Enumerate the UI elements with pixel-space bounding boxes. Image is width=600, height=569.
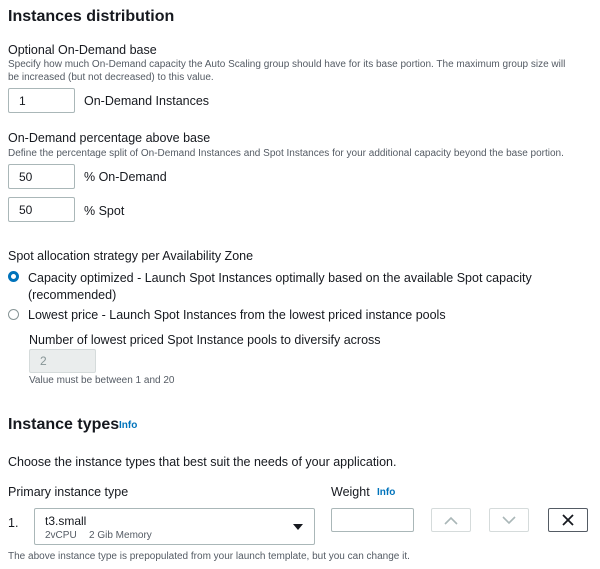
on-demand-base-description-line2: be increased (but not decreased) to this value. [8,72,214,83]
capacity-optimized-radio[interactable] [8,271,19,282]
section-title-instance-types: Instance types [8,416,120,433]
lowest-price-option-label[interactable]: Lowest price - Launch Spot Instances from the lowest priced instance pools [28,308,446,322]
instance-types-info-link[interactable]: Info [119,420,138,431]
spot-percentage-input[interactable]: 50 [8,197,75,222]
on-demand-base-label: Optional On-Demand base [8,43,157,57]
weight-info-link[interactable]: Info [377,487,396,498]
remove-instance-button[interactable] [548,508,588,532]
on-demand-base-input[interactable]: 1 [8,88,75,113]
chevron-up-icon [444,516,458,525]
instance-row-index: 1. [8,516,19,530]
spot-pools-label: Number of lowest priced Spot Instance pools to diversify across [29,333,381,347]
on-demand-percentage-input[interactable]: 50 [8,164,75,189]
instance-type-cpu: 2vCPU [45,530,77,541]
on-demand-percentage-description: Define the percentage split of On-Demand Instances and Spot Instances for your additional capacity beyond the base portion. [8,148,564,159]
chevron-down-icon [502,516,516,525]
weight-label: Weight [331,485,370,499]
capacity-optimized-option-line2: (recommended) [28,288,117,302]
move-up-button[interactable] [431,508,471,532]
instance-types-footer: The above instance type is prepopulated from your launch template, but you can change it. [8,551,410,562]
spot-strategy-label: Spot allocation strategy per Availability Zone [8,249,254,263]
caret-down-icon [293,524,303,530]
spot-percentage-suffix: % Spot [84,204,125,218]
lowest-price-radio[interactable] [8,309,19,320]
instance-types-description: Choose the instance types that best suit the needs of your application. [8,455,397,469]
on-demand-base-description [8,58,598,84]
primary-instance-type-label: Primary instance type [8,485,129,499]
close-icon [562,514,574,526]
instance-type-value: t3.small [45,514,87,528]
move-down-button[interactable] [489,508,529,532]
weight-input[interactable] [331,508,414,532]
instance-type-select[interactable] [34,508,315,545]
spot-pools-hint: Value must be between 1 and 20 [29,375,175,386]
on-demand-percentage-suffix: % On-Demand [84,170,167,184]
capacity-optimized-option-line1: Capacity optimized - Launch Spot Instances optimally based on the available Spot capacity [28,271,532,285]
on-demand-base-suffix: On-Demand Instances [84,94,210,108]
spot-pools-input[interactable]: 2 [29,349,96,373]
on-demand-percentage-label: On-Demand percentage above base [8,131,211,145]
on-demand-base-description-line1: Specify how much On-Demand capacity the Auto Scaling group should have for its base portion. The maximum group size will [8,59,566,70]
instance-type-memory: 2 Gib Memory [89,530,152,541]
section-title-instances-distribution: Instances distribution [8,8,175,25]
capacity-optimized-option-label[interactable] [28,270,593,304]
